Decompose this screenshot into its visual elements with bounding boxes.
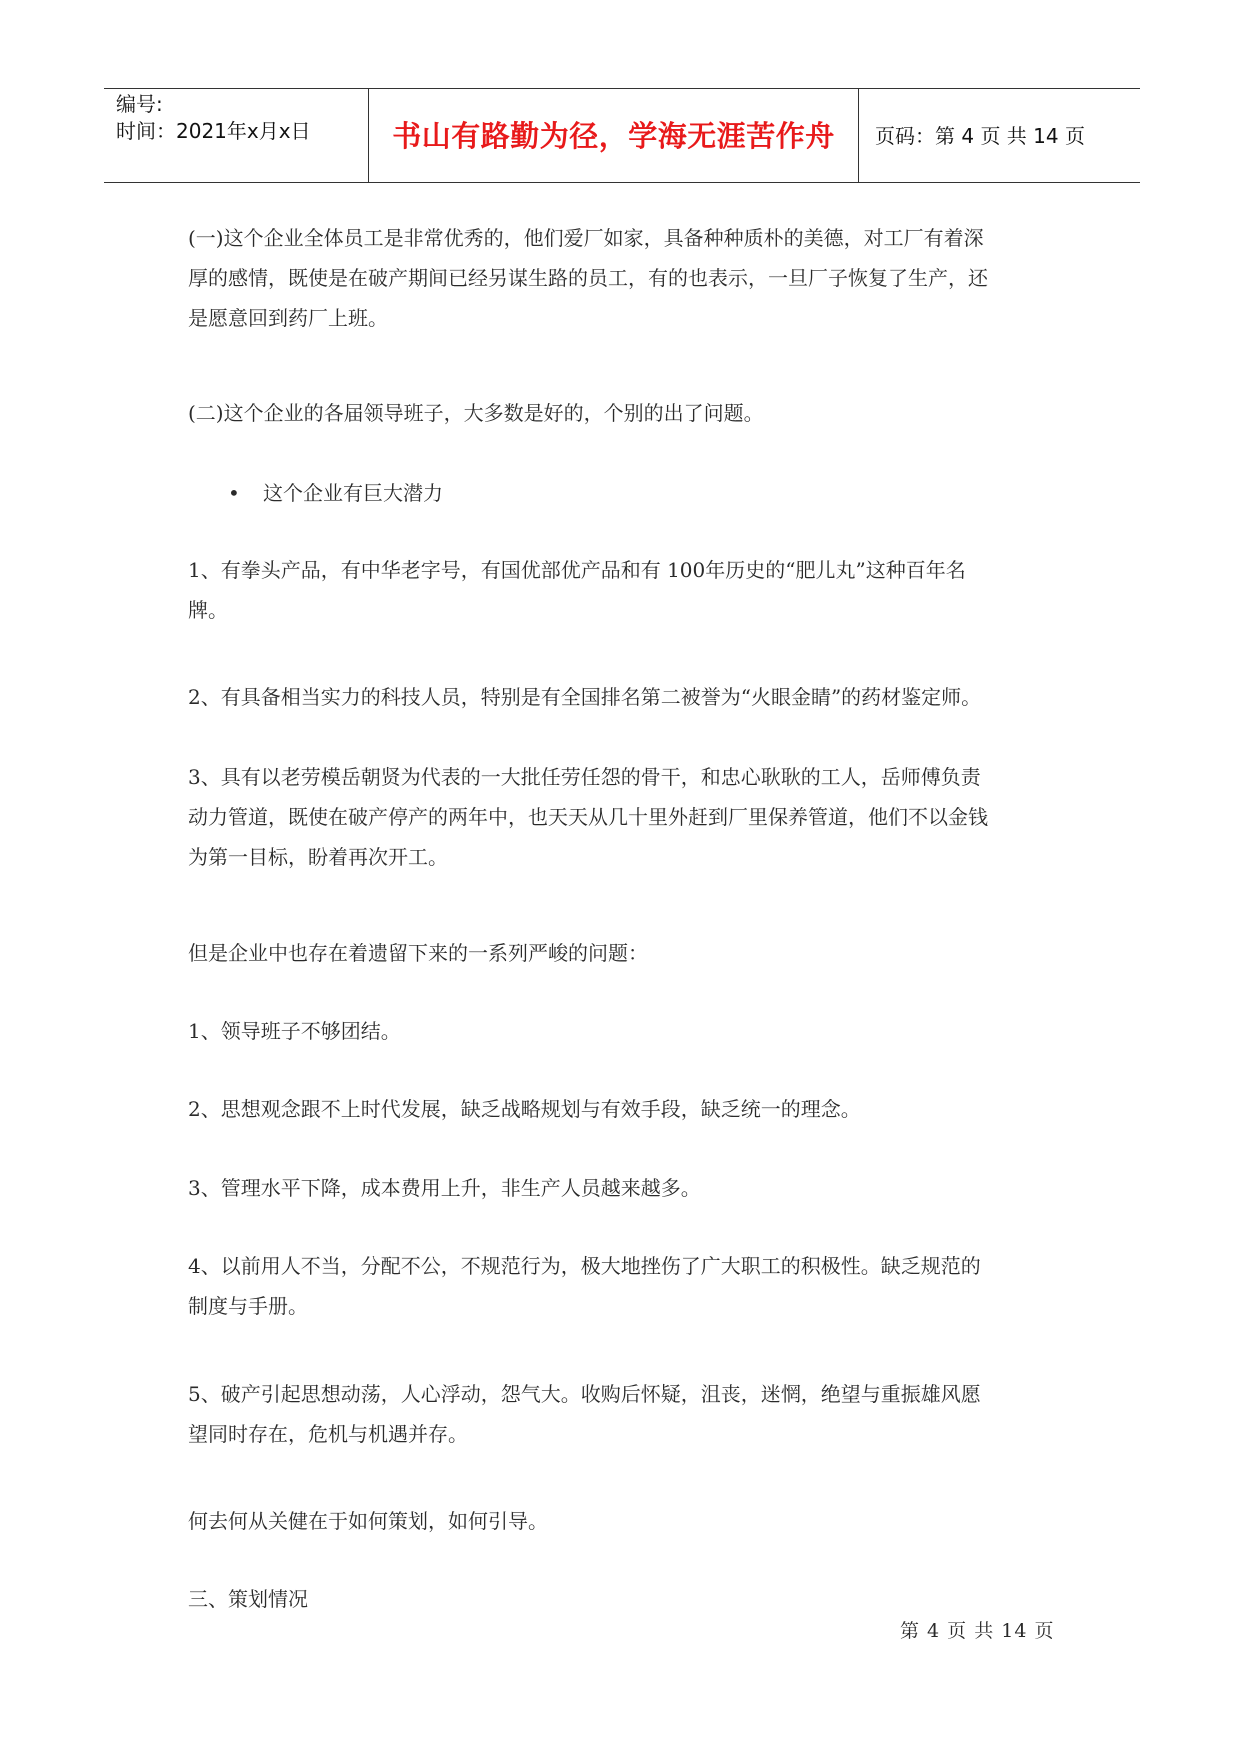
paragraph-line: 4、以前用人不当，分配不公，不规范行为，极大地挫伤了广大职工的积极性。缺乏规范的: [188, 1254, 981, 1278]
paragraph-12: 何去何从关健在于如何策划，如何引导。: [188, 1509, 548, 1533]
paragraph-4: 2、有具备相当实力的科技人员，特别是有全国排名第二被誉为“火眼金睛”的药材鉴定师。: [188, 685, 982, 709]
paragraph-line: 5、破产引起思想动荡，人心浮动，怨气大。收购后怀疑，沮丧，迷惘，绝望与重振雄风愿: [188, 1382, 981, 1406]
page-footer: 第 4 页 共 14 页: [900, 1620, 1055, 1642]
paragraph-11: [188, 1374, 1068, 1454]
page-header: [104, 88, 1140, 183]
paragraph-line: 3、具有以老劳模岳朝贤为代表的一大批任劳任怨的骨干，和忠心耿耿的工人，岳师傅负责: [188, 765, 981, 789]
header-page-label: 页码：第 4 页 共 14 页: [875, 124, 1085, 148]
paragraph-6: 但是企业中也存在着遗留下来的一系列严峻的问题：: [188, 941, 648, 965]
paragraph-line: 为第一目标，盼着再次开工。: [188, 845, 448, 869]
time-label: 时间：2021年x月x日: [116, 119, 311, 143]
paragraph-10: [188, 1246, 1068, 1326]
section-heading: 三、策划情况: [188, 1587, 308, 1611]
paragraph-line: 动力管道，既使在破产停产的两年中，也天天从几十里外赶到厂里保养管道，他们不以金钱: [188, 805, 988, 829]
paragraph-line: (一)这个企业全体员工是非常优秀的，他们爱厂如家，具备种种质朴的美德，对工厂有着深: [188, 226, 984, 250]
paragraph-line: 1、有拳头产品，有中华老字号，有国优部优产品和有 100年历史的“肥儿丸”这种百年名: [188, 558, 966, 582]
paragraph-line: 厚的感情，既使是在破产期间已经另谋生路的员工，有的也表示，一旦厂子恢复了生产，还: [188, 266, 988, 290]
paragraph-8: 2、思想观念跟不上时代发展，缺乏战略规划与有效手段，缺乏统一的理念。: [188, 1097, 861, 1121]
paragraph-5: [188, 757, 1068, 877]
paragraph-3: [188, 550, 1068, 630]
header-motto: 书山有路勤为径，学海无涯苦作舟: [369, 89, 859, 182]
paragraph-1: [188, 218, 1068, 338]
serial-label: 编号:: [116, 92, 163, 116]
bullet-text: 这个企业有巨大潜力: [263, 481, 443, 505]
paragraph-2: (二)这个企业的各届领导班子，大多数是好的，个别的出了问题。: [188, 401, 764, 425]
header-meta: [104, 89, 369, 182]
paragraph-9: 3、管理水平下降，成本费用上升，非生产人员越来越多。: [188, 1176, 701, 1200]
paragraph-line: 望同时存在，危机与机遇并存。: [188, 1422, 468, 1446]
bullet-icon: •: [228, 481, 240, 505]
paragraph-line: 牌。: [188, 598, 228, 622]
paragraph-line: 制度与手册。: [188, 1294, 308, 1318]
paragraph-line: 是愿意回到药厂上班。: [188, 306, 388, 330]
paragraph-7: 1、领导班子不够团结。: [188, 1019, 401, 1043]
